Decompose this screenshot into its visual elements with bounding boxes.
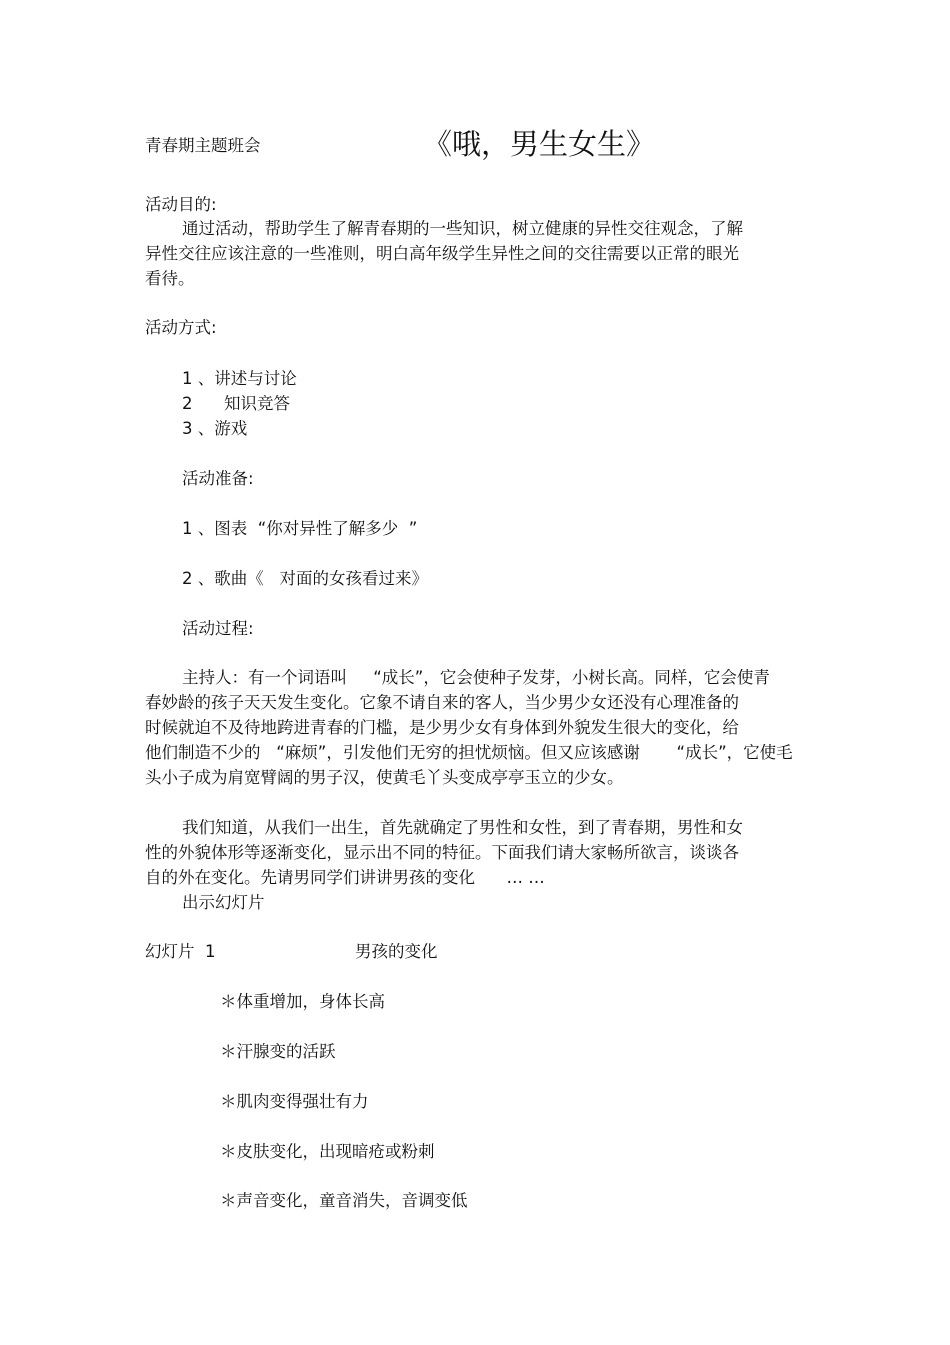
- process-paragraph-line: 春妙龄的孩子天天发生变化。它象不请自来的客人，当少男少女还没有心理准备的: [145, 693, 739, 712]
- method-heading: 活动方式:: [145, 318, 217, 337]
- slide-label: 幻灯片 1: [145, 942, 216, 961]
- purpose-line: 异性交往应该注意的一些准则，明白高年级学生异性之间的交往需要以正常的眼光: [145, 244, 739, 263]
- class-meeting-label: 青春期主题班会: [145, 136, 261, 155]
- prep-item: 1 、图表 “你对异性了解多少 ”: [182, 519, 418, 538]
- purpose-line: 看待。: [145, 269, 195, 288]
- process-paragraph-line: 自的外在变化。先请男同学们讲讲男孩的变化 … …: [145, 868, 545, 887]
- slide-bullet: ＊皮肤变化，出现暗疮或粉刺: [220, 1142, 435, 1161]
- show-slides-line: 出示幻灯片: [182, 893, 265, 912]
- page-title: 《哦，男生女生》: [423, 127, 656, 161]
- purpose-line: 通过活动，帮助学生了解青春期的一些知识，树立健康的异性交往观念，了解: [182, 219, 743, 238]
- process-paragraph-line: 他们制造不少的 “麻烦”，引发他们无穷的担忧烦恼。但又应该感谢 “成长”，它使毛: [145, 743, 793, 762]
- prep-heading: 活动准备:: [182, 469, 254, 488]
- process-paragraph-line: 头小子成为肩宽臂阔的男子汉，使黄毛丫头变成亭亭玉立的少女。: [145, 768, 624, 787]
- purpose-heading: 活动目的:: [145, 195, 217, 214]
- slide-bullet: ＊声音变化，童音消失，音调变低: [220, 1191, 468, 1210]
- slide-bullet: ＊肌肉变得强壮有力: [220, 1092, 369, 1111]
- slide-bullet: ＊体重增加，身体长高: [220, 992, 385, 1011]
- process-paragraph-line: 主持人：有一个词语叫 “成长”，它会使种子发芽，小树长高。同样，它会使青: [182, 668, 770, 687]
- prep-item: 2 、歌曲《 对面的女孩看过来》: [182, 569, 428, 588]
- method-item: 2 知识竞答: [182, 394, 290, 413]
- slide-title: 男孩的变化: [355, 942, 438, 961]
- method-item: 1 、讲述与讨论: [182, 369, 297, 388]
- slide-bullet: ＊汗腺变的活跃: [220, 1042, 336, 1061]
- process-heading: 活动过程:: [182, 619, 254, 638]
- process-paragraph-line: 性的外貌体形等逐渐变化，显示出不同的特征。下面我们请大家畅所欲言，谈谈各: [145, 843, 739, 862]
- process-paragraph-line: 时候就迫不及待地跨进青春的门槛，是少男少女有身体到外貌发生很大的变化，给: [145, 718, 739, 737]
- process-paragraph-line: 我们知道，从我们一出生，首先就确定了男性和女性，到了青春期，男性和女: [182, 818, 743, 837]
- method-item: 3 、游戏: [182, 419, 248, 438]
